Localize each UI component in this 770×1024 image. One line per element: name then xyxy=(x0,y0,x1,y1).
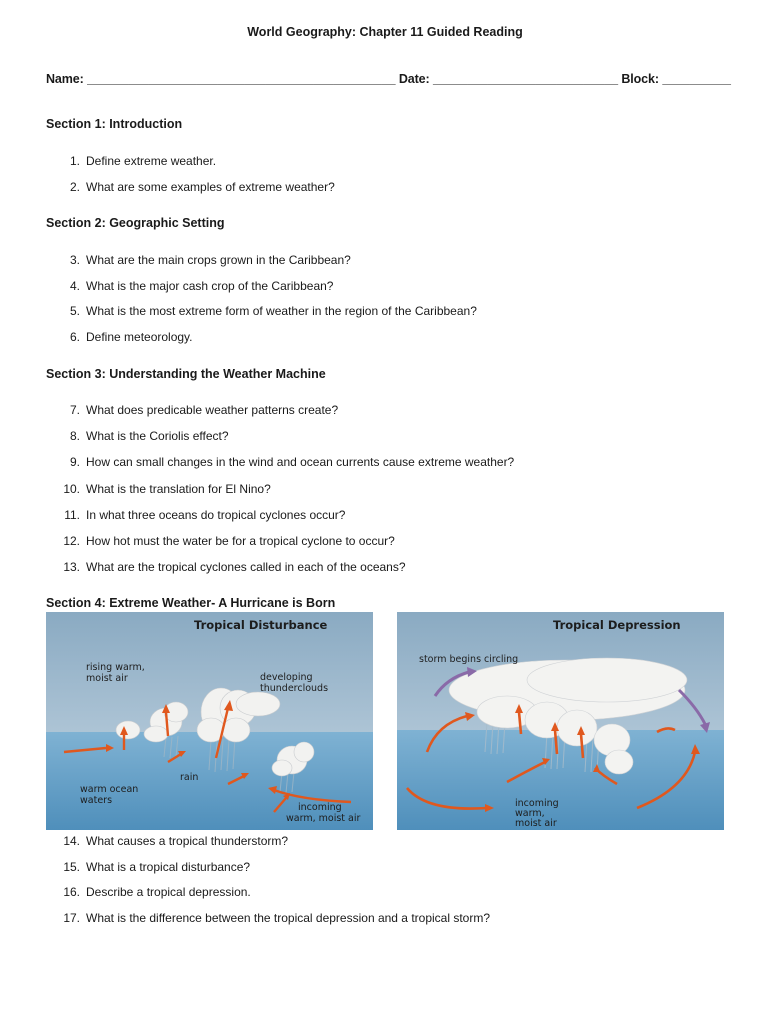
question-number: 7. xyxy=(69,403,80,417)
question-text: What causes a tropical thunderstorm? xyxy=(86,834,289,848)
figure-heading: Tropical Disturbance xyxy=(194,618,328,632)
label-incoming-line2: warm, moist air xyxy=(286,813,361,824)
section-heading: Section 3: Understanding the Weather Machine xyxy=(46,367,326,381)
label-incoming-line2: warm, xyxy=(515,808,545,819)
question-text: What are some examples of extreme weather? xyxy=(86,180,335,194)
question-number: 3. xyxy=(69,253,80,267)
figure-heading: Tropical Depression xyxy=(553,618,681,632)
question-number: 5. xyxy=(69,304,80,318)
block-blank[interactable]: __________ xyxy=(662,72,731,86)
label-incoming-line1: incoming xyxy=(515,798,559,809)
question-text: What are the tropical cyclones called in each of the oceans? xyxy=(86,560,406,574)
question-text: What is the translation for El Nino? xyxy=(86,482,271,496)
question-number: 14. xyxy=(63,834,80,848)
question-number: 1. xyxy=(69,154,80,168)
header-fields-line xyxy=(46,72,731,86)
question-text: Describe a tropical depression. xyxy=(86,885,251,899)
question-number: 15. xyxy=(63,860,80,874)
question-number: 4. xyxy=(69,279,80,293)
question-number: 2. xyxy=(69,180,80,194)
question-text: How hot must the water be for a tropical cyclone to occur? xyxy=(86,534,395,548)
question-text: What is the difference between the tropical depression and a tropical storm? xyxy=(86,911,491,925)
section-heading: Section 1: Introduction xyxy=(46,117,183,131)
label-developing-line1: developing xyxy=(260,672,313,683)
tropical-depression-figure xyxy=(397,612,724,830)
label-warm-ocean-line1: warm ocean xyxy=(80,784,139,795)
date-blank[interactable]: ___________________________ xyxy=(432,72,618,86)
question-number: 16. xyxy=(63,885,80,899)
label-developing-line2: thunderclouds xyxy=(260,683,329,694)
page-title: World Geography: Chapter 11 Guided Reading xyxy=(247,25,523,39)
name-label: Name: xyxy=(46,72,84,86)
question-text: Define extreme weather. xyxy=(86,154,217,168)
date-label: Date: xyxy=(398,72,430,86)
name-blank[interactable]: _____________________________________________ xyxy=(87,72,396,86)
question-number: 8. xyxy=(69,429,80,443)
ocean-surface xyxy=(397,730,724,830)
question-text: What is a tropical disturbance? xyxy=(86,860,251,874)
label-warm-ocean-line2: waters xyxy=(80,795,113,806)
section-heading: Section 4: Extreme Weather- A Hurricane is Born xyxy=(46,596,336,610)
tropical-depression-illustration xyxy=(397,612,724,830)
question-number: 9. xyxy=(69,455,80,469)
question-text: What are the main crops grown in the Caribbean? xyxy=(86,253,351,267)
label-rising-line2: moist air xyxy=(86,673,128,684)
question-text: In what three oceans do tropical cyclones occur? xyxy=(86,508,346,522)
question-number: 6. xyxy=(69,330,80,344)
label-incoming-line1: incoming xyxy=(298,802,342,813)
label-rain: rain xyxy=(180,772,199,783)
label-incoming-line3: moist air xyxy=(515,818,557,829)
label-circling: storm begins circling xyxy=(419,654,519,665)
section-heading: Section 2: Geographic Setting xyxy=(46,216,225,230)
question-number: 13. xyxy=(63,560,80,574)
question-text: What is the most extreme form of weather in the region of the Caribbean? xyxy=(86,304,477,318)
label-rising-line1: rising warm, xyxy=(86,662,145,673)
question-text: Define meteorology. xyxy=(86,330,193,344)
tropical-disturbance-illustration xyxy=(46,612,373,830)
question-number: 17. xyxy=(63,911,80,925)
block-label: Block: xyxy=(621,72,659,86)
question-text: How can small changes in the wind and ocean currents cause extreme weather? xyxy=(86,455,515,469)
question-text: What does predicable weather patterns create? xyxy=(86,403,339,417)
question-number: 12. xyxy=(63,534,80,548)
question-number: 10. xyxy=(63,482,80,496)
tropical-disturbance-figure xyxy=(46,612,373,830)
question-text: What is the Coriolis effect? xyxy=(86,429,229,443)
question-number: 11. xyxy=(64,508,80,522)
question-text: What is the major cash crop of the Caribbean? xyxy=(86,279,334,293)
